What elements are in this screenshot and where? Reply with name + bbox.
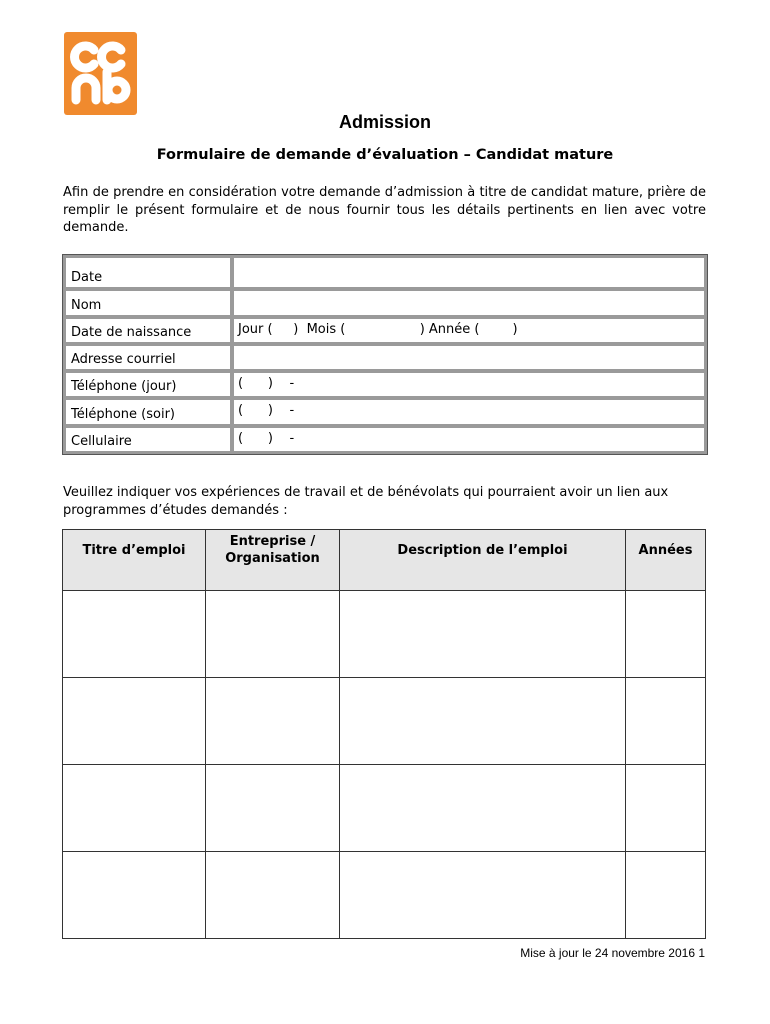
organisation-cell[interactable] xyxy=(206,678,340,765)
info-label: Nom xyxy=(65,290,231,316)
header-years: Années xyxy=(626,530,706,591)
years-cell[interactable] xyxy=(626,678,706,765)
info-row-date xyxy=(65,257,705,288)
form-subtitle: Formulaire de demande d’évaluation – Candidat mature xyxy=(156,147,614,163)
info-label: Téléphone (soir) xyxy=(65,399,231,425)
description-cell[interactable] xyxy=(340,591,626,678)
date-field[interactable] xyxy=(233,257,705,288)
header-description: Description de l’emploi xyxy=(340,530,626,591)
description-cell[interactable] xyxy=(340,852,626,939)
page-title: Admission xyxy=(338,112,431,132)
years-cell[interactable] xyxy=(626,852,706,939)
header-job-title: Titre d’emploi xyxy=(63,530,206,591)
name-field[interactable] xyxy=(233,290,705,316)
experience-intro: Veuillez indiquer vos expériences de travail et de bénévolats qui pourraient avoir un lien aux programmes d’études demandés : xyxy=(63,485,669,518)
job-title-cell[interactable] xyxy=(63,852,206,939)
info-row-phone-evening xyxy=(65,399,705,425)
job-title-cell[interactable] xyxy=(63,591,206,678)
years-cell[interactable] xyxy=(626,765,706,852)
cell-field[interactable]: ( ) - xyxy=(233,427,705,452)
info-row-email xyxy=(65,345,705,370)
table-row xyxy=(63,591,706,678)
email-field[interactable] xyxy=(233,345,705,370)
table-row xyxy=(63,765,706,852)
birthdate-field[interactable]: Jour ( ) Mois ( ) Année ( ) xyxy=(233,318,705,343)
footer-updated-page: Mise à jour le 24 novembre 2016 1 xyxy=(520,946,705,960)
ccnb-logo xyxy=(64,32,137,115)
table-row xyxy=(63,678,706,765)
job-title-cell[interactable] xyxy=(63,678,206,765)
header-organisation: Entreprise / Organisation xyxy=(206,530,340,591)
years-cell[interactable] xyxy=(626,591,706,678)
info-row-nom xyxy=(65,290,705,316)
info-row-phone-day xyxy=(65,372,705,397)
info-label: Cellulaire xyxy=(65,427,231,452)
organisation-cell[interactable] xyxy=(206,852,340,939)
experience-table xyxy=(62,529,706,939)
info-label: Adresse courriel xyxy=(65,345,231,370)
organisation-cell[interactable] xyxy=(206,765,340,852)
personal-info-table xyxy=(62,254,708,455)
phone-evening-field[interactable]: ( ) - xyxy=(233,399,705,425)
description-cell[interactable] xyxy=(340,678,626,765)
table-row xyxy=(63,852,706,939)
info-label: Date xyxy=(65,257,231,288)
ccnb-logo-mark xyxy=(64,32,137,115)
info-label: Téléphone (jour) xyxy=(65,372,231,397)
organisation-cell[interactable] xyxy=(206,591,340,678)
phone-day-field[interactable]: ( ) - xyxy=(233,372,705,397)
info-row-birthdate xyxy=(65,318,705,343)
job-title-cell[interactable] xyxy=(63,765,206,852)
info-label: Date de naissance xyxy=(65,318,231,343)
description-cell[interactable] xyxy=(340,765,626,852)
info-row-cell xyxy=(65,427,705,452)
experience-header-row xyxy=(63,530,706,591)
intro-paragraph: Afin de prendre en considération votre demande d’admission à titre de candidat mature, prière de remplir le présent formulaire et de nous fournir tous les détails pertinents en lien avec votre demande. xyxy=(63,185,706,235)
